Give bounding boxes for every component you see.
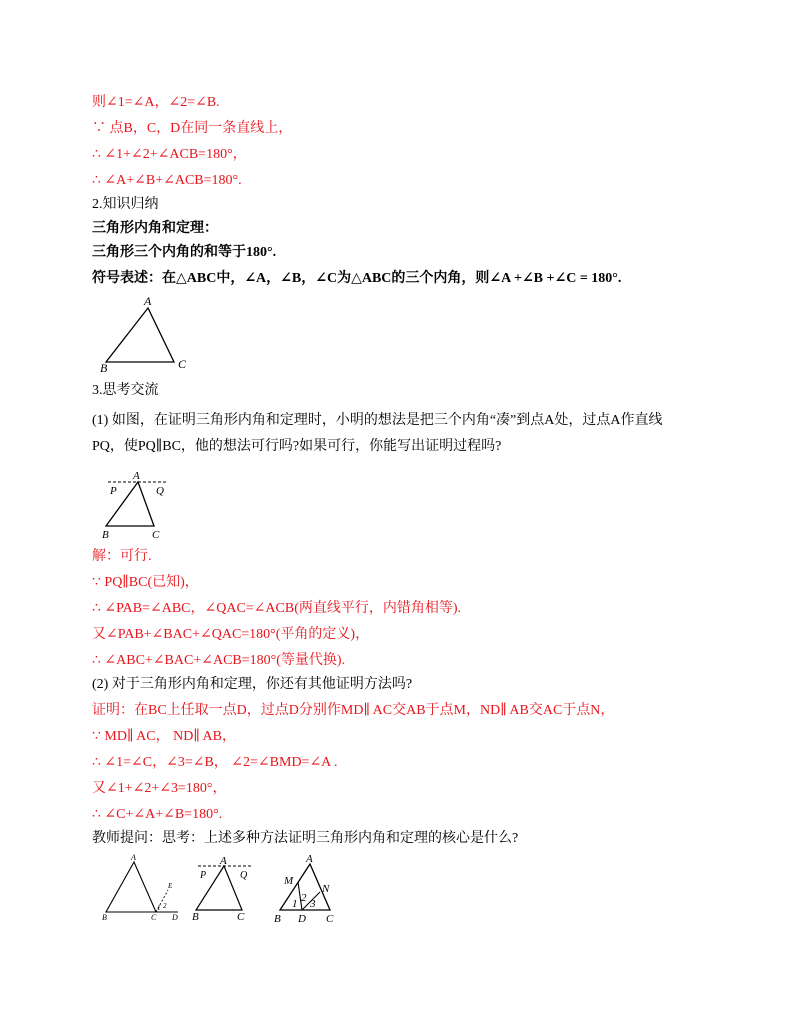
label-A: A bbox=[220, 855, 227, 867]
section-heading: 2.知识归纳 bbox=[92, 197, 159, 212]
solution-text: 又∠PAB+∠BAC+∠QAC=180°(平角的定义)， bbox=[92, 627, 370, 642]
triangle-figure-5 bbox=[272, 852, 352, 926]
label-P: P bbox=[200, 870, 207, 881]
text-line: ∴ ∠1+∠2+∠ACB=180°， bbox=[92, 147, 247, 162]
label-N: N bbox=[322, 883, 330, 895]
label-E: E bbox=[168, 882, 173, 890]
theorem-symbolic: 符号表述：在△ABC中，∠A，∠B，∠C为△ABC的三个内角，则∠A +∠B +∠C = 180°. bbox=[92, 271, 622, 286]
proof-text: 证明：在BC上任取一点D，过点D分别作MD∥ AC交AB于点M，ND∥ AB交AC于点N， bbox=[92, 703, 615, 718]
label-M: M bbox=[284, 875, 294, 887]
triangle-figure-1 bbox=[98, 296, 198, 376]
label-B: B bbox=[274, 913, 281, 925]
label-D: D bbox=[298, 913, 306, 925]
solution-text: ∴ ∠PAB=∠ABC，∠QAC=∠ACB(两直线平行，内错角相等). bbox=[92, 601, 462, 616]
label-B: B bbox=[102, 529, 109, 541]
angle-label-2: 2 bbox=[301, 892, 307, 904]
solution-text: ∵ PQ∥BC(已知)， bbox=[92, 575, 199, 590]
label-C: C bbox=[151, 913, 157, 922]
solution-text: ∴ ∠ABC+∠BAC+∠ACB=180°(等量代换). bbox=[92, 653, 346, 668]
theorem-statement: 三角形三个内角的和等于180°. bbox=[92, 245, 277, 260]
angle-label-3: 3 bbox=[310, 898, 316, 910]
solution-text: 解：可行. bbox=[92, 549, 152, 564]
teacher-question: 教师提问：思考：上述多种方法证明三角形内角和定理的核心是什么? bbox=[92, 831, 519, 846]
label-C: C bbox=[326, 913, 334, 925]
triangle-figure-2 bbox=[98, 468, 178, 540]
question-text: (2) 对于三角形内角和定理，你还有其他证明方法吗? bbox=[92, 677, 413, 692]
label-Q: Q bbox=[156, 485, 164, 497]
triangle-figure-3 bbox=[100, 852, 190, 924]
proof-text: ∴ ∠C+∠A+∠B=180°. bbox=[92, 807, 223, 822]
label-A: A bbox=[144, 294, 152, 308]
label-A: A bbox=[306, 853, 313, 865]
label-A: A bbox=[133, 470, 140, 482]
label-Q: Q bbox=[240, 870, 248, 881]
label-B: B bbox=[192, 911, 199, 923]
question-text: PQ，使PQ∥BC，他的想法可行吗?如果可行，你能写出证明过程吗? bbox=[92, 439, 502, 454]
angle-label-1: 1 bbox=[292, 898, 298, 910]
label-P: P bbox=[110, 485, 117, 497]
question-text: (1) 如图，在证明三角形内角和定理时，小明的想法是把三个内角“凑”到点A处，过点A作直线 bbox=[92, 413, 663, 428]
label-C: C bbox=[237, 911, 245, 923]
angle-label-2: 2 bbox=[163, 902, 167, 910]
angle-label-1: 1 bbox=[157, 904, 161, 912]
section-heading: 3.思考交流 bbox=[92, 383, 159, 398]
label-B: B bbox=[102, 913, 107, 922]
label-C: C bbox=[178, 357, 187, 371]
label-C: C bbox=[152, 529, 160, 541]
text-line: ∵ 点B，C，D在同一条直线上， bbox=[92, 121, 293, 136]
label-A: A bbox=[131, 853, 136, 862]
label-B: B bbox=[100, 361, 108, 375]
proof-text: ∴ ∠1=∠C，∠3=∠B， ∠2=∠BMD=∠A . bbox=[92, 755, 338, 770]
proof-text: 又∠1+∠2+∠3=180°， bbox=[92, 781, 227, 796]
theorem-title: 三角形内角和定理： bbox=[92, 221, 218, 236]
label-D: D bbox=[172, 913, 178, 922]
triangle-figure-4 bbox=[190, 852, 270, 924]
proof-text: ∵ MD∥ AC， ND∥ AB， bbox=[92, 729, 236, 744]
text-line: 则∠1=∠A，∠2=∠B. bbox=[92, 95, 220, 110]
text-line: ∴ ∠A+∠B+∠ACB=180°. bbox=[92, 173, 242, 188]
